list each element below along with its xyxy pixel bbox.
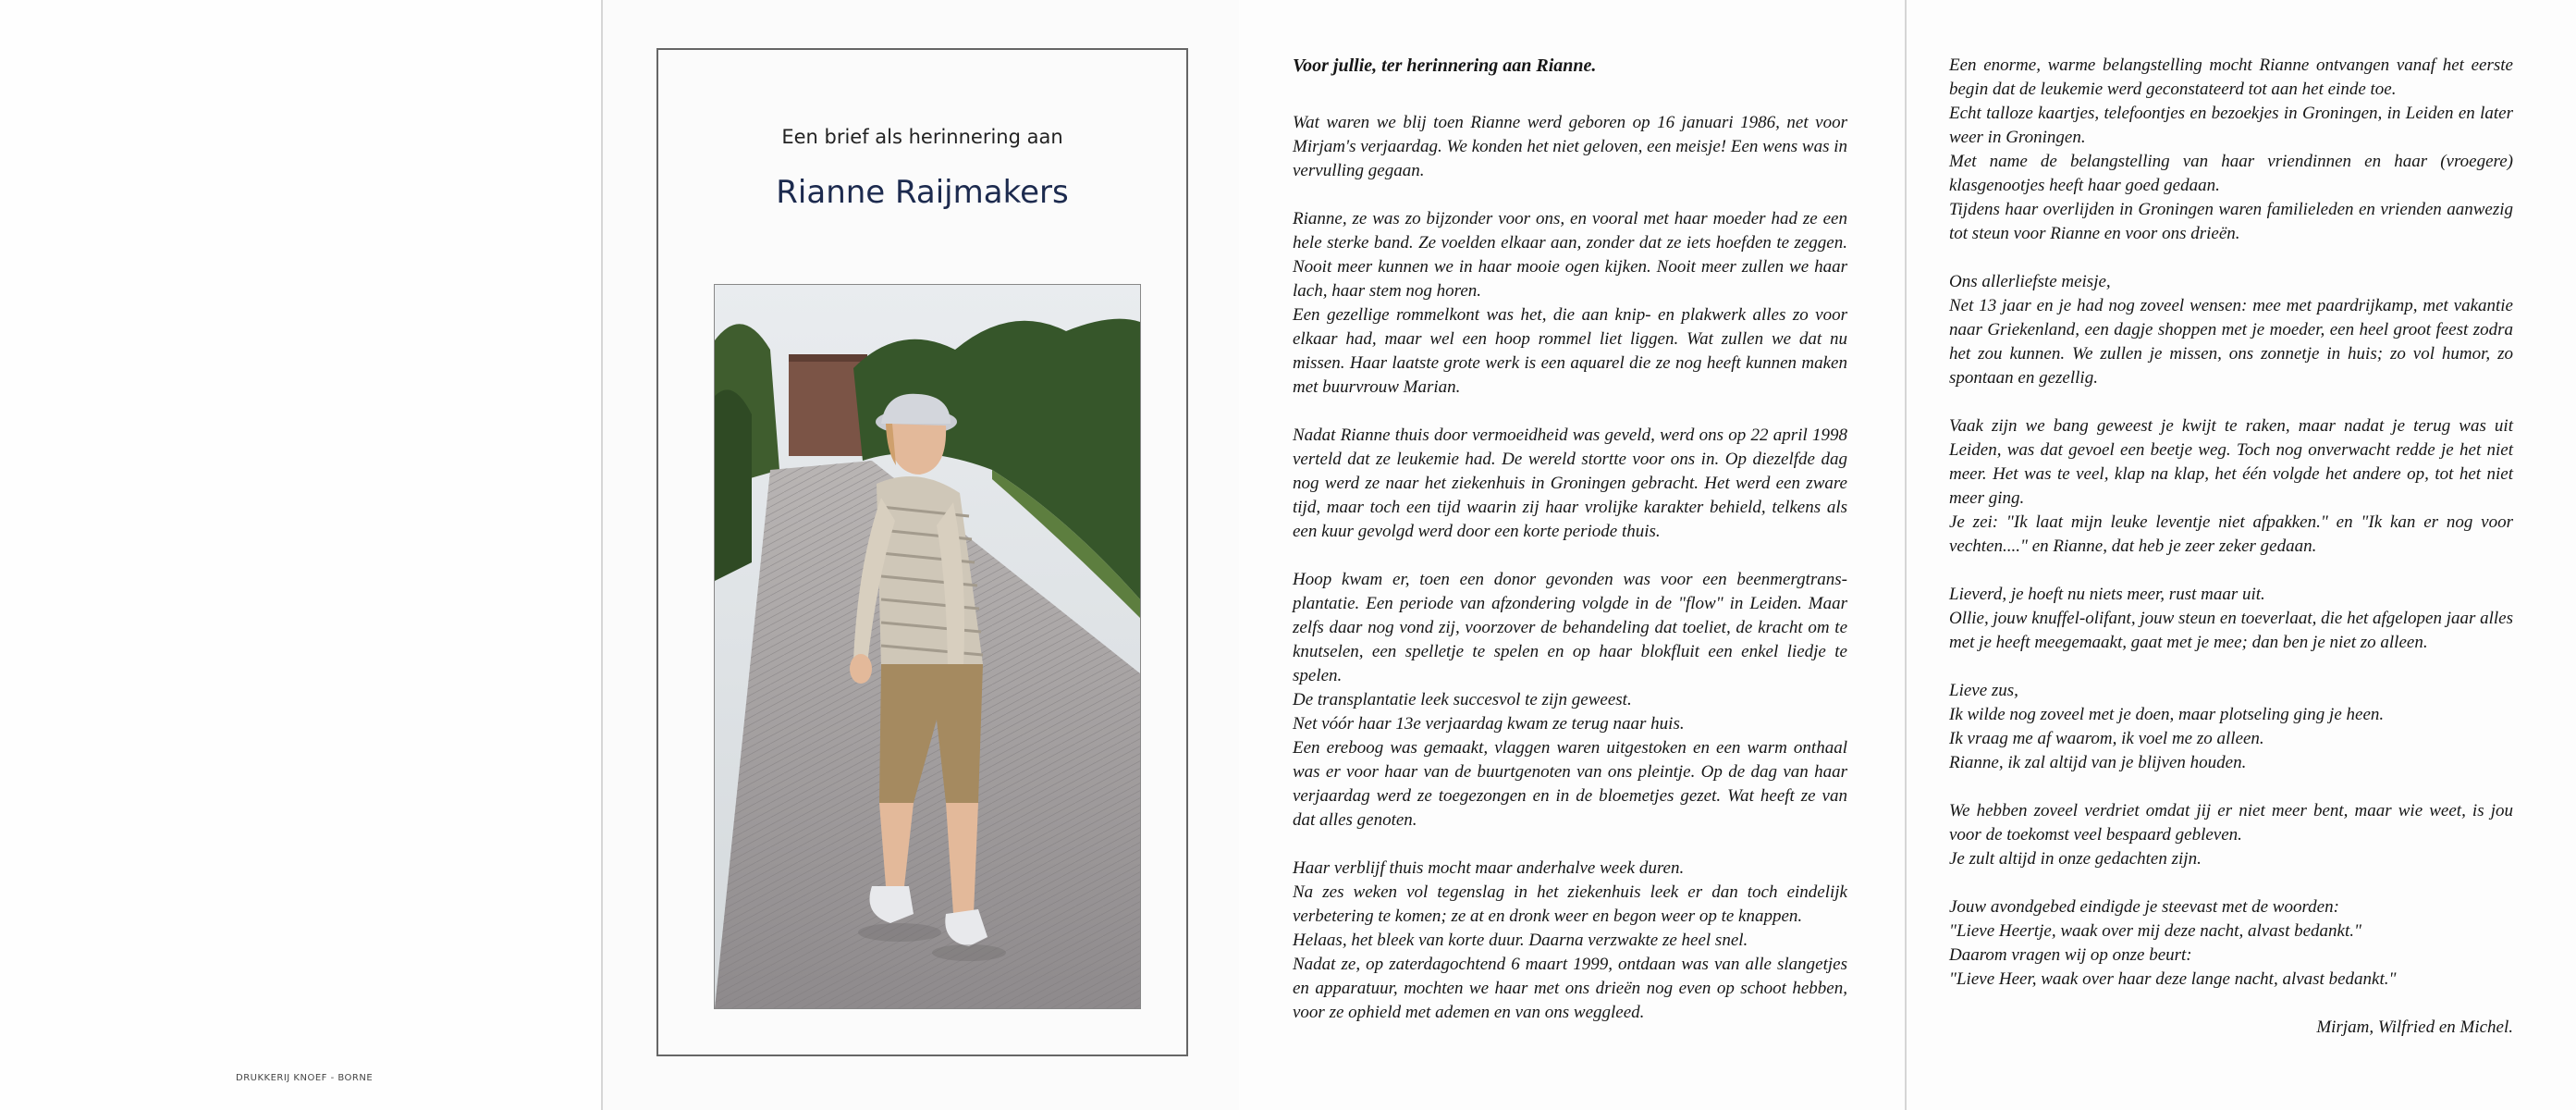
cover-subtitle: Een brief als herinnering aan [781, 126, 1063, 148]
letter-line: Hoop kwam er, toen een donor gevonden was voor een beenmergtrans-plantatie. Een periode van afzondering volgde in de "flow" in Leiden. Maar zelfs daar nog vond zij, voorzover de behandeling dat toeliet, de kracht om te knutselen, een spelletje te spelen en op haar blokfluit een enkel liedje te spelen. [1293, 570, 1847, 685]
cover-name: Rianne Raijmakers [776, 174, 1069, 211]
letter-paragraph [1293, 424, 1847, 544]
letter-line: Tijdens haar overlijden in Groningen waren familieleden en vrienden aanwezig tot steun voor Rianne en voor ons drieën. [1949, 200, 2513, 243]
letter-line: Rianne, ik zal altijd van je blijven houden. [1949, 753, 2247, 772]
letter-column-left [1293, 54, 1847, 1049]
portrait-illustration [715, 285, 1140, 1008]
letter-line: We hebben zoveel verdriet omdat jij er niet meer bent, maar wie weet, is jou voor de toekomst veel bespaard gebleven. [1949, 801, 2513, 845]
letter-line: Vaak zijn we bang geweest je kwijt te raken, maar nadat je terug was uit Leiden, was dat gevoel een beetje weg. Toch nog onverwacht redde je het niet meer. Het was te veel, klap na klap, het één volgde het andere op, tot het niet meer ging. [1949, 416, 2513, 508]
signature: Mirjam, Wilfried en Michel. [2316, 1018, 2513, 1037]
letter-paragraph [1949, 679, 2513, 775]
letter-paragraph [1949, 799, 2513, 871]
letter-paragraph [1949, 54, 2513, 246]
back-cover-panel [0, 0, 601, 1110]
letter-heading: Voor jullie, ter herinnering aan Rianne. [1293, 56, 1597, 76]
letter-line: Ik vraag me af waarom, ik voel me zo alleen. [1949, 729, 2264, 748]
letter-paragraph [1949, 414, 2513, 559]
letter-line: Nadat Rianne thuis door vermoeidheid was geveld, werd ons op 22 april 1998 verteld dat ze leukemie had. De wereld stortte voor ons in. Op diezelfde dag nog werd ze naar het ziekenhuis in Groningen gebracht. Het werd een zware tijd, maar toch een tijd waarin zij haar vrolijke karakter behield, telkens als een kuur gevolgd werd door een korte periode thuis. [1293, 426, 1847, 541]
printer-imprint: DRUKKERIJ KNOEF - BORNE [236, 1073, 374, 1083]
letter-line: Lieve zus, [1949, 681, 2018, 700]
letter-line: Een enorme, warme belangstelling mocht Rianne ontvangen vanaf het eerste begin dat de leukemie werd geconstateerd tot aan het einde toe. [1949, 56, 2513, 99]
letter-line: Net 13 jaar en je had nog zoveel wensen: mee met paardrijkamp, met vakantie naar Griekenland, een dagje shoppen met je moeder, een heel groot feest zodra het zou kunnen. We zullen je missen, ons zonnetje in huis; zo vol humor, zo spontaan en gezellig. [1949, 296, 2513, 388]
letter-line: Ons allerliefste meisje, [1949, 272, 2111, 291]
letter-line: Ik wilde nog zoveel met je doen, maar plotseling ging je heen. [1949, 705, 2385, 724]
letter-line: Daarom vragen wij op onze beurt: [1949, 945, 2192, 965]
letter-paragraph [1293, 111, 1847, 183]
letter-paragraph [1293, 568, 1847, 832]
letter-paragraph [1949, 270, 2513, 390]
letter-paragraph [1949, 895, 2513, 992]
letter-paragraph [1949, 583, 2513, 655]
letter-line: Rianne, ze was zo bijzonder voor ons, en vooral met haar moeder had ze een hele sterke band. Ze voelden elkaar aan, zonder dat ze iets hoefden te zeggen. Nooit meer kunnen we in haar mooie ogen kijken. Nooit meer zullen we haar lach, haar stem nog horen. [1293, 209, 1847, 301]
letter-line: Helaas, het bleek van korte duur. Daarna verzwakte ze heel snel. [1293, 931, 1748, 950]
letter-line: Met name de belangstelling van haar vriendinnen en haar (vroegere) klasgenootjes heeft haar goed gedaan. [1949, 152, 2513, 195]
letter-line: "Lieve Heertje, waak over mij deze nacht, alvast bedankt." [1949, 921, 2361, 941]
letter-line: Je zult altijd in onze gedachten zijn. [1949, 849, 2202, 869]
letter-line: "Lieve Heer, waak over haar deze lange nacht, alvast bedankt." [1949, 969, 2397, 989]
letter-line: Een ereboog was gemaakt, vlaggen waren uitgestoken en een warm onthaal was er voor haar van de buurtgenoten van ons pleintje. Op de dag van haar verjaardag werd ze toegezongen en in de bloemetjes gezet. Wat heeft ze van dat alles genoten. [1293, 738, 1847, 830]
letter-line: Haar verblijf thuis mocht maar anderhalve week duren. [1293, 858, 1685, 878]
letter-line: Na zes weken vol tegenslag in het ziekenhuis leek er dan toch eindelijk verbetering te komen; ze at en dronk weer en begon weer op te knappen. [1293, 882, 1847, 926]
letter-line: Een gezellige rommelkont was het, die aan knip- en plakwerk alles zo voor elkaar had, maar wel een hoop rommel liet liggen. Wat zullen we dat nu missen. Haar laatste grote werk is een aquarel die ze nog heeft kunnen maken met buurvrouw Marian. [1293, 305, 1847, 397]
letter-line: Je zei: "Ik laat mijn leuke leventje niet afpakken." en "Ik kan er nog voor vechten...." en Rianne, dat heb je zeer zeker gedaan. [1949, 512, 2513, 556]
letter-line: Ollie, jouw knuffel-olifant, jouw steun en toeverlaat, die het afgelopen jaar alles met je heeft meegemaakt, gaat met je mee; dan ben je niet zo alleen. [1949, 609, 2514, 652]
portrait-photo [714, 284, 1141, 1009]
letter-line: Lieverd, je hoeft nu niets meer, rust maar uit. [1949, 585, 2265, 604]
letter-line: Nadat ze, op zaterdagochtend 6 maart 1999, ontdaan was van alle slangetjes en apparatuur, mochten we haar met ons drieën nog even op schoot hebben, voor ze ophield met ademen en van ons weggleed. [1293, 955, 1847, 1022]
cover-frame [656, 48, 1188, 1056]
letter-paragraph [1293, 207, 1847, 400]
letter-line: De transplantatie leek succesvol te zijn geweest. [1293, 690, 1632, 709]
letter-line: Jouw avondgebed eindigde je steevast met de woorden: [1949, 897, 2339, 917]
letter-column-right [1949, 54, 2513, 1040]
letter-paragraph [1293, 857, 1847, 1025]
letter-line: Wat waren we blij toen Rianne werd geboren op 16 januari 1986, net voor Mirjam's verjaardag. We konden het niet geloven, een meisje! Een wens was in vervulling gegaan. [1293, 113, 1847, 180]
letter-line: Echt talloze kaartjes, telefoontjes en bezoekjes in Groningen, in Leiden en later weer in Groningen. [1949, 104, 2513, 147]
letter-line: Net vóór haar 13e verjaardag kwam ze terug naar huis. [1293, 714, 1685, 734]
